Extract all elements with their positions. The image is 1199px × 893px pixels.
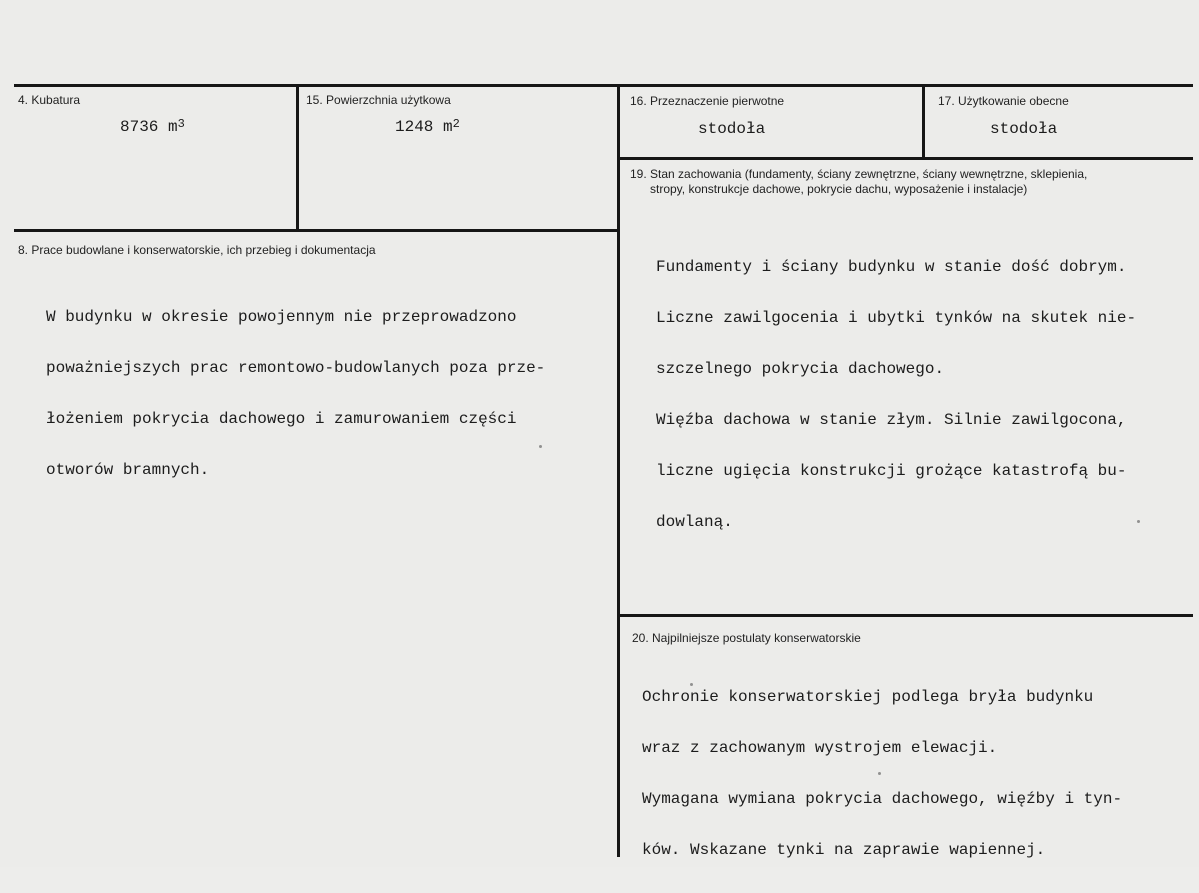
field-19-line: Więźba dachowa w stanie złym. Silnie zawilgocona, xyxy=(656,411,1127,429)
field-18-line: W budynku w okresie powojennym nie przeprowadzono xyxy=(46,308,517,326)
field-15-exponent: 2 xyxy=(452,117,460,131)
field-14-value xyxy=(120,119,185,136)
rule-row2-right xyxy=(620,157,1193,160)
scan-speck xyxy=(1137,520,1140,523)
field-18-line: łożeniem pokrycia dachowego i zamurowaniem części xyxy=(46,410,517,428)
rule-row3-right xyxy=(620,614,1193,617)
field-17-value: stodoła xyxy=(990,120,1058,138)
field-14-number: 8736 xyxy=(120,118,159,136)
field-15-value xyxy=(395,119,460,136)
field-16-label: 16. Przeznaczenie pierwotne xyxy=(630,94,785,108)
field-19-line: dowlaną. xyxy=(656,513,733,531)
field-16-value: stodoła xyxy=(698,120,766,138)
field-14-unit: m xyxy=(168,118,178,136)
field-20-line: Ochronie konserwatorskiej podlega bryła budynku xyxy=(642,688,1094,706)
field-19-label-line1: 19. Stan zachowania (fundamenty, ściany zewnętrzne, ściany wewnętrzne, sklepienia, xyxy=(630,167,1088,181)
field-18-text xyxy=(46,275,545,513)
field-19-line: liczne ugięcia konstrukcji grożące katastrofą bu- xyxy=(656,462,1127,480)
field-15-unit: m xyxy=(443,118,453,136)
field-17-label: 17. Użytkowanie obecne xyxy=(938,94,1069,108)
field-14-label: 4. Kubatura xyxy=(18,93,81,107)
field-18-line: poważniejszych prac remontowo-budowlanych poza prze- xyxy=(46,359,546,377)
field-20-line: wraz z zachowanym wystrojem elewacji. xyxy=(642,739,998,757)
divider-center xyxy=(617,84,620,857)
field-15-number: 1248 xyxy=(395,118,434,136)
field-20-label: 20. Najpilniejsze postulaty konserwatorskie xyxy=(632,631,861,645)
scan-speck xyxy=(539,445,542,448)
field-19-label-line2: stropy, konstrukcje dachowe, pokrycie dachu, wyposażenie i instalacje) xyxy=(650,182,1028,196)
field-15-label: 15. Powierzchnia użytkowa xyxy=(306,93,451,107)
divider-14-15 xyxy=(296,84,299,232)
field-18-line: otworów bramnych. xyxy=(46,461,210,479)
field-18-label: 8. Prace budowlane i konserwatorskie, ich przebieg i dokumentacja xyxy=(18,243,376,257)
field-20-line: Wymagana wymiana pokrycia dachowego, więźby i tyn- xyxy=(642,790,1123,808)
field-19-line: Liczne zawilgocenia i ubytki tynków na skutek nie- xyxy=(656,309,1137,327)
field-19-text xyxy=(656,225,1136,565)
top-rule xyxy=(14,84,1193,87)
field-14-exponent: 3 xyxy=(177,117,185,131)
divider-16-17 xyxy=(922,84,925,159)
field-19-line: szczelnego pokrycia dachowego. xyxy=(656,360,945,378)
field-19-line: Fundamenty i ściany budynku w stanie dość dobrym. xyxy=(656,258,1127,276)
field-20-line: ków. Wskazane tynki na zaprawie wapiennej. xyxy=(642,841,1046,859)
field-20-text xyxy=(642,655,1122,893)
scan-speck xyxy=(878,772,881,775)
scan-speck xyxy=(690,683,693,686)
rule-row2-left xyxy=(14,229,620,232)
